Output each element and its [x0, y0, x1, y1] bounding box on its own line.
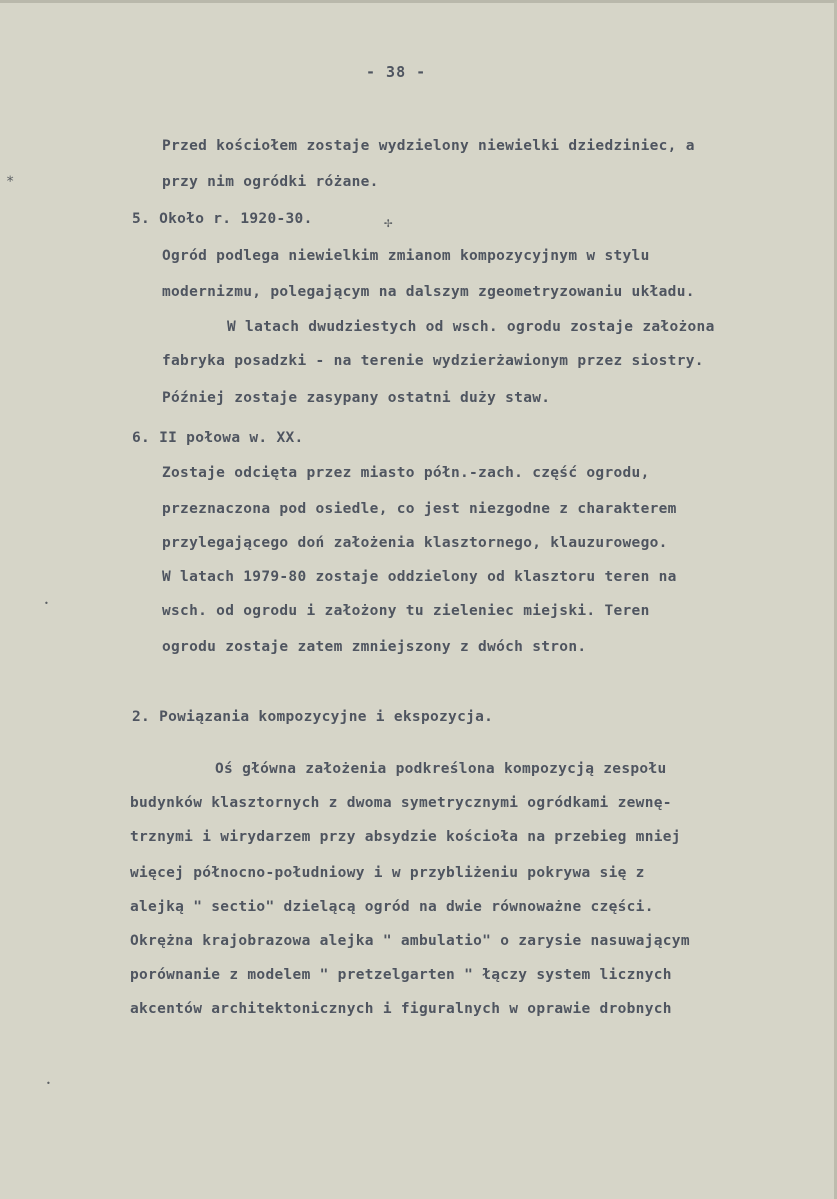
text-line: ogrodu zostaje zatem zmniejszony z dwóch stron.: [162, 639, 587, 655]
text-line: przy nim ogródki różane.: [162, 174, 379, 190]
ink-speck-mark: •: [46, 1079, 51, 1088]
text-line: akcentów architektonicznych i figuralnych w oprawie drobnych: [130, 1001, 672, 1017]
text-line: wsch. od ogrodu i założony tu zieleniec miejski. Teren: [162, 603, 650, 619]
text-line: modernizmu, polegającym na dalszym zgeometryzowaniu układu.: [162, 284, 695, 300]
text-line: Ogród podlega niewielkim zmianom kompozycyjnym w stylu: [162, 248, 650, 264]
text-line: Zostaje odcięta przez miasto półn.-zach. część ogrodu,: [162, 465, 650, 481]
section-heading: 2. Powiązania kompozycyjne i ekspozycja.: [132, 709, 494, 725]
list-item-heading: 6. II połowa w. XX.: [132, 430, 304, 446]
text-line: W latach dwudziestych od wsch. ogrodu zostaje założona: [227, 319, 715, 335]
text-line: W latach 1979-80 zostaje oddzielony od klasztoru teren na: [162, 569, 677, 585]
text-line: Oś główna założenia podkreślona kompozycją zespołu: [215, 761, 667, 777]
text-line: przylegającego doń założenia klasztornego, klauzurowego.: [162, 535, 668, 551]
text-line: trznymi i wirydarzem przy absydzie kościoła na przebieg mniej: [130, 829, 681, 845]
text-line: porównanie z modelem " pretzelgarten " łączy system licznych: [130, 967, 672, 983]
ink-speck-mark: ✢: [384, 215, 393, 231]
text-line: Przed kościołem zostaje wydzielony niewielki dziedziniec, a: [162, 138, 695, 154]
text-line: alejką " sectio" dzielącą ogród na dwie równoważne części.: [130, 899, 654, 915]
text-line: więcej północno-południowy i w przybliżeniu pokrywa się z: [130, 865, 645, 881]
page-number: - 38 -: [366, 63, 427, 81]
list-item-heading: 5. Około r. 1920-30.: [132, 211, 313, 227]
ink-speck-mark: ∗: [6, 171, 15, 187]
text-line: przeznaczona pod osiedle, co jest niezgodne z charakterem: [162, 501, 677, 517]
text-line: budynków klasztornych z dwoma symetrycznymi ogródkami zewnę-: [130, 795, 672, 811]
text-line: fabryka posadzki - na terenie wydzierżawionym przez siostry.: [162, 353, 704, 369]
text-line: Później zostaje zasypany ostatni duży staw.: [162, 390, 551, 406]
text-line: Okrężna krajobrazowa alejka " ambulatio" o zarysie nasuwającym: [130, 933, 690, 949]
ink-speck-mark: •: [44, 599, 49, 608]
